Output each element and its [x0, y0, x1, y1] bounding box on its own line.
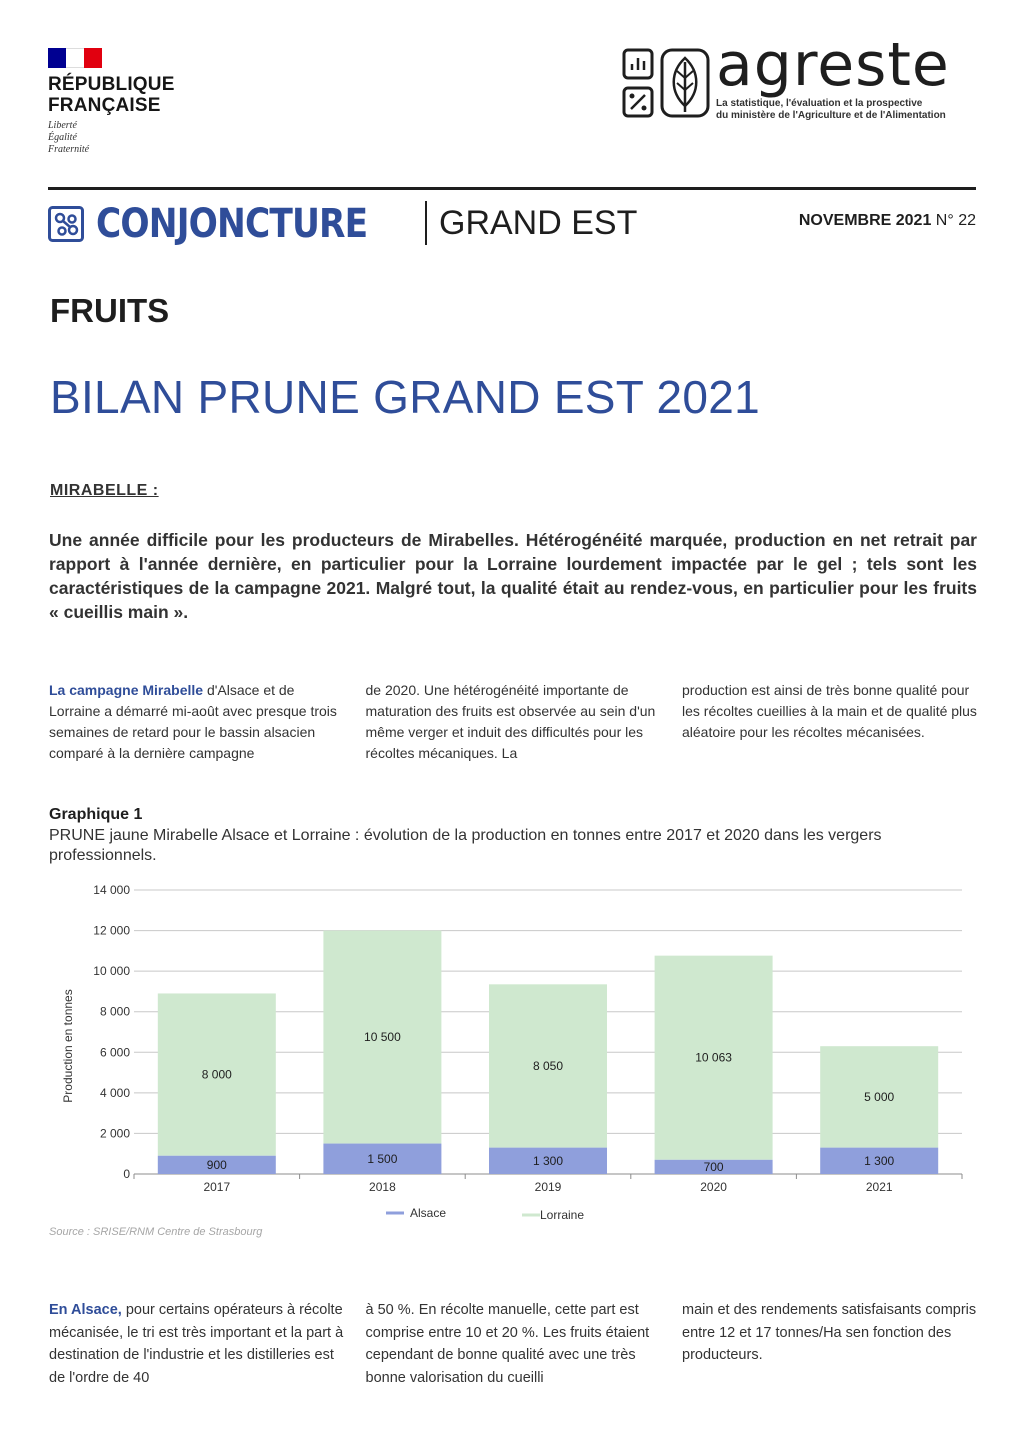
- body-columns-top: [49, 680, 977, 764]
- y-tick-label: 10 000: [93, 964, 130, 979]
- y-tick-label: 0: [123, 1167, 130, 1181]
- republic-motto: Liberté Égalité Fraternité: [48, 120, 90, 155]
- data-label-alsace: 1 300: [532, 1153, 564, 1168]
- body-column-1: En Alsace, pour certains opérateurs à récolte mécanisée, le tri est très important et la part à destination de l'industrie et les distilleries est de l'ordre de 40: [49, 1302, 344, 1386]
- rubric-heading: FRUITS: [50, 292, 170, 329]
- x-tick-label: 2021: [865, 1180, 893, 1194]
- figure-label: Graphique 1: [49, 806, 143, 823]
- data-label-alsace: 900: [206, 1157, 227, 1172]
- data-label-alsace: 1 500: [367, 1151, 398, 1166]
- issue-date: NOVEMBRE 2021: [798, 212, 932, 229]
- body-column-3: main et des rendements satisfaisants compris entre 12 et 17 tonnes/Ha sen fonction des producteurs.: [682, 1302, 977, 1363]
- y-tick-label: 2 000: [99, 1126, 130, 1141]
- production-bar-chart: [48, 874, 976, 1224]
- republique-francaise-logo: [48, 48, 208, 156]
- agreste-tagline: La statistique, l'évaluation et la prospective du ministère de l'Agriculture et de l'Alimentation: [716, 98, 946, 121]
- data-label-lorraine: 10 063: [695, 1050, 732, 1065]
- marianne-flag-icon: [48, 48, 102, 68]
- body-column-3: production est ainsi de très bonne qualité pour les récoltes cueillies à la main et de qualité plus aléatoire pour les récoltes mécanisées.: [682, 682, 977, 740]
- lede-paragraph: Une année difficile pour les producteurs de Mirabelles. Hétérogénéité marquée, production en net retrait par rapport à l'année dernière, en particulier pour la Lorraine lourdement impactée par le gel ; tels sont les caractéristiques de la campagne 2021. Malgré tout, la qualité était au rendez-vous, en particulier pour les fruits « cueillis main ».: [49, 530, 977, 622]
- body-highlight: En Alsace,: [49, 1302, 122, 1318]
- data-label-alsace: 700: [703, 1159, 724, 1174]
- agreste-logo: [622, 30, 982, 128]
- header-divider: [48, 187, 976, 190]
- y-tick-label: 12 000: [93, 923, 130, 938]
- legend-label-alsace: Alsace: [410, 1206, 447, 1220]
- series-title: CONJONCTURE: [96, 201, 368, 247]
- x-tick-label: 2019: [534, 1180, 562, 1194]
- y-tick-label: 4 000: [99, 1085, 130, 1100]
- republic-name: RÉPUBLIQUE FRANÇAISE: [48, 74, 175, 116]
- issue-info: [799, 212, 976, 230]
- region-label: GRAND EST: [425, 201, 637, 245]
- conjoncture-icon: [48, 206, 84, 242]
- y-tick-label: 8 000: [99, 1004, 130, 1019]
- body-highlight: La campagne Mirabelle: [49, 682, 204, 698]
- body-column-1: La campagne Mirabelle d'Alsace et de Lorraine a démarré mi-août avec presque trois semaines de retard pour le bassin alsacien comparé à la dernière campagne: [49, 682, 337, 761]
- x-tick-label: 2017: [203, 1180, 231, 1194]
- page-title: BILAN PRUNE GRAND EST 2021: [50, 371, 760, 423]
- data-label-lorraine: 10 500: [364, 1030, 401, 1045]
- figure-caption: PRUNE jaune Mirabelle Alsace et Lorraine : évolution de la production en tonnes entre 2017 et 2020 dans les vergers professionnels.: [49, 827, 882, 864]
- figure-source: Source : SRISE/RNM Centre de Strasbourg: [49, 1226, 263, 1238]
- section-label: MIRABELLE :: [50, 482, 159, 499]
- body-column-2: à 50 %. En récolte manuelle, cette part est comprise entre 10 et 20 %. Les fruits étaient cependant de bonne qualité avec une très bonne valorisation du cueilli: [365, 1302, 650, 1386]
- y-tick-label: 6 000: [99, 1045, 130, 1060]
- x-tick-label: 2020: [700, 1180, 727, 1194]
- agreste-wordmark: agreste: [716, 30, 950, 100]
- issue-number: N° 22: [935, 212, 976, 229]
- y-axis-label: Production en tonnes: [61, 989, 75, 1103]
- series-banner: [48, 198, 411, 250]
- agreste-logo-icon: [622, 48, 712, 122]
- data-label-lorraine: 5 000: [864, 1089, 895, 1104]
- y-tick-label: 14 000: [93, 883, 130, 897]
- legend-label-lorraine: Lorraine: [540, 1208, 585, 1222]
- body-column-2: de 2020. Une hétérogénéité importante de maturation des fruits est observée au sein d'un même verger et induit des difficultés pour les récoltes mécaniques. La: [365, 682, 656, 761]
- data-label-lorraine: 8 000: [201, 1067, 232, 1082]
- body-columns-bottom: [49, 1299, 977, 1389]
- data-label-lorraine: 8 050: [532, 1058, 564, 1073]
- x-tick-label: 2018: [369, 1180, 396, 1194]
- data-label-alsace: 1 300: [864, 1153, 895, 1168]
